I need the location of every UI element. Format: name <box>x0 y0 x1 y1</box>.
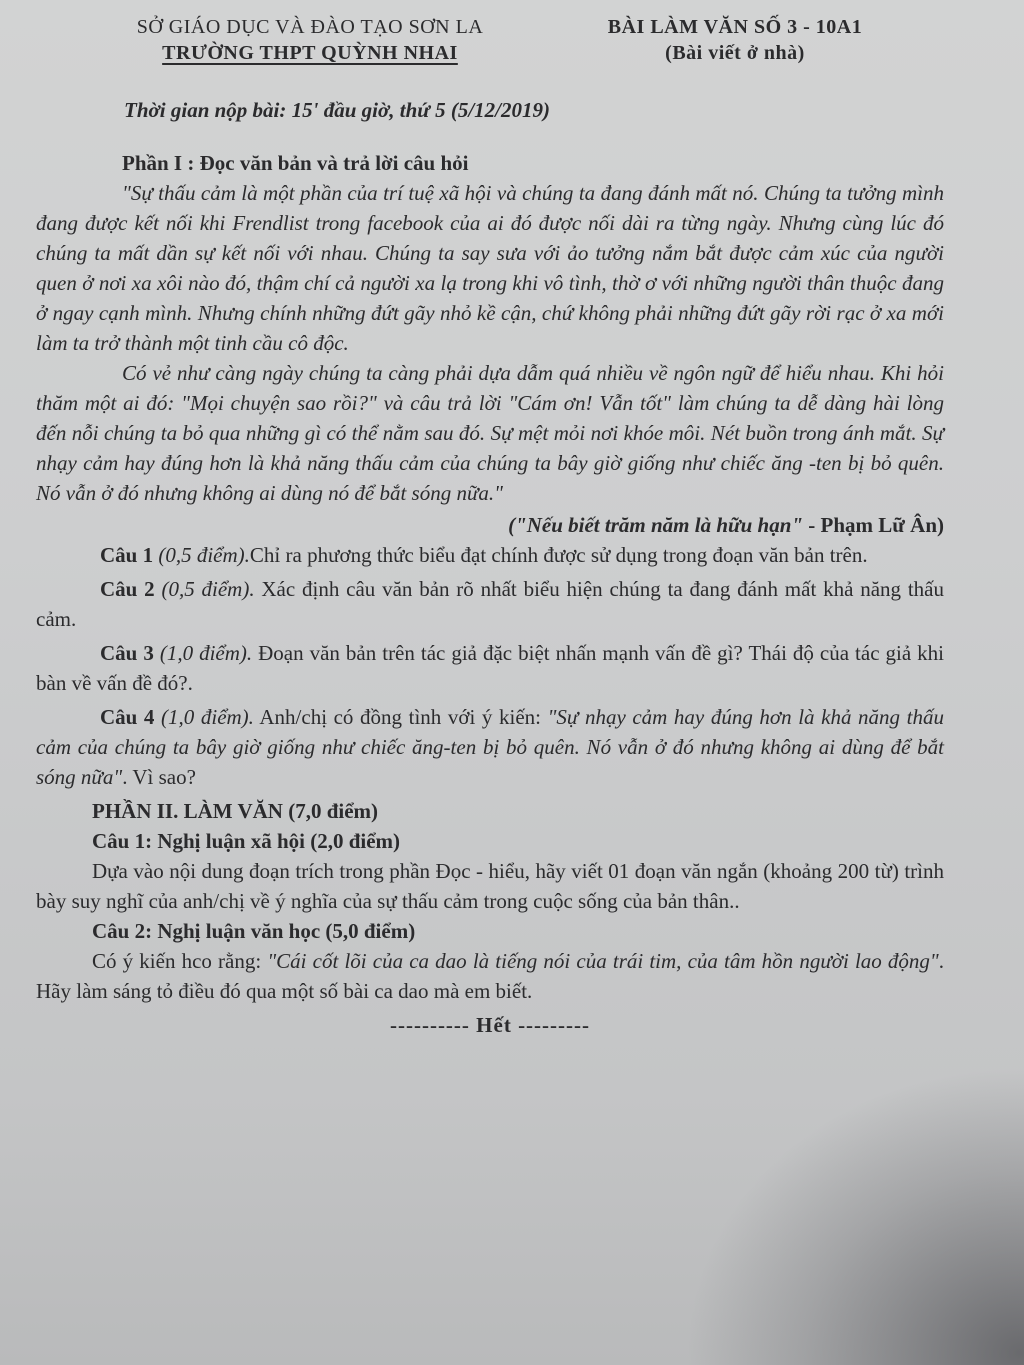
question-tail: . Vì sao? <box>122 765 196 789</box>
question-quote: "Sự nhạy cảm hay đúng hơn là khả năng thấu cảm của chúng ta bây giờ giống như chiếc ăng-ten bị bỏ quên. Nó vẫn ở đó nhưng không ai dùng để bắt sóng nữa" <box>36 705 944 789</box>
header-left <box>80 14 540 66</box>
shadow-overlay <box>684 1065 1024 1365</box>
question-text: Xác định câu văn bản rõ nhất biểu hiện chúng ta đang đánh mất khả năng thấu cảm. <box>36 577 944 631</box>
exam-note: (Bài viết ở nhà) <box>665 42 805 64</box>
part2-question-1-text: Dựa vào nội dung đoạn trích trong phần Đọc - hiểu, hãy viết 01 đoạn văn ngắn (khoảng 200 từ) trình bày suy nghĩ của anh/chị về ý nghĩa của sự thấu cảm trong cuộc sống của bản thân.. <box>36 859 944 913</box>
part1-heading: Phần I : Đọc văn bản và trả lời câu hỏi <box>122 151 469 175</box>
q2-text-b: . Hãy làm sáng tỏ điều đó qua một số bài ca dao mà em biết. <box>36 949 944 1003</box>
question-text: Đoạn văn bản trên tác giả đặc biệt nhấn mạnh vấn đề gì? Thái độ của tác giả khi bàn về vấn đề đó?. <box>36 641 944 695</box>
part2-question-2-text <box>36 946 944 1006</box>
end-marker: ---------- Hết --------- <box>389 1013 591 1037</box>
exam-body <box>36 148 944 1040</box>
submission-deadline: Thời gian nộp bài: 15' đầu giờ, thứ 5 (5/12/2019) <box>124 98 550 122</box>
question-2 <box>36 574 944 634</box>
question-1 <box>36 540 944 570</box>
source-author: - Phạm Lữ Ân) <box>803 513 944 537</box>
part2-question-1-heading: Câu 1: Nghị luận xã hội (2,0 điểm) <box>92 829 401 853</box>
quote-paragraph-2: Có vẻ như càng ngày chúng ta càng phải dựa dẫm quá nhiều về ngôn ngữ để hiểu nhau. Khi hỏi thăm một ai đó: "Mọi chuyện sao rồi?" và câu trả lời "Cám ơn! Vẫn tốt" làm chúng ta dễ dàng hài lòng đến nỗi chúng ta bỏ qua những gì có thể nằm sau đó. Sự mệt mỏi nơi khóe môi. Nét buồn trong ánh mắt. Sự nhạy cảm hay đúng hơn là khả năng thấu cảm của chúng ta bây giờ giống như chiếc ăng -ten bị bỏ quên. Nó vẫn ở đó nhưng không ai dùng nó để bắt sóng nữa." <box>36 361 944 505</box>
question-label: Câu 4 <box>100 705 155 729</box>
question-label: Câu 2 <box>100 577 155 601</box>
school-name: TRƯỜNG THPT QUỲNH NHAI <box>162 42 458 64</box>
header-right <box>570 14 900 66</box>
department-name: SỞ GIÁO DỤC VÀ ĐÀO TẠO SƠN LA <box>136 16 484 38</box>
question-text: Chỉ ra phương thức biểu đạt chính được sử dụng trong đoạn văn bản trên. <box>249 543 868 567</box>
question-points: (1,0 điểm). <box>153 641 253 665</box>
question-points: (1,0 điểm). <box>154 705 254 729</box>
question-text: Anh/chị có đồng tình với ý kiến: <box>253 705 548 729</box>
quote-paragraph-1: "Sự thấu cảm là một phần của trí tuệ xã hội và chúng ta đang đánh mất nó. Chúng ta tưởng mình đang được kết nối khi Frendlist trong facebook của ai đó được nối dài ra từng ngày. Nhưng cùng lúc đó chúng ta mất dần sự kết nối với nhau. Chúng ta say sưa với ảo tưởng nắm bắt được cảm xúc của người quen ở nơi xa xôi nào đó, thậm chí cả người xa lạ trong khi vô tình, thờ ơ với những người thân thuộc đang ở ngay cạnh mình. Nhưng chính những đứt gãy nhỏ kề cận, chứ không phải những đứt gãy rời rạc ở xa mới làm ta trở thành một tinh cầu cô độc. <box>36 181 944 355</box>
part2-question-2-heading: Câu 2: Nghị luận văn học (5,0 điểm) <box>92 919 416 943</box>
question-3 <box>36 638 944 698</box>
question-points: (0,5 điểm). <box>153 543 250 567</box>
question-label: Câu 3 <box>100 641 154 665</box>
question-points: (0,5 điểm). <box>154 577 255 601</box>
question-label: Câu 1 <box>100 543 154 567</box>
question-4 <box>36 702 944 792</box>
source-title: ("Nếu biết trăm năm là hữu hạn" <box>508 513 804 537</box>
exam-title: BÀI LÀM VĂN SỐ 3 - 10A1 <box>607 16 863 38</box>
quote-source <box>36 510 944 540</box>
part2-heading: PHẦN II. LÀM VĂN (7,0 điểm) <box>92 799 379 823</box>
q2-quote: "Cái cốt lõi của ca dao là tiếng nói của trái tim, của tâm hồn người lao động" <box>267 949 939 973</box>
q2-text-a: Có ý kiến hco rằng: <box>92 949 268 973</box>
